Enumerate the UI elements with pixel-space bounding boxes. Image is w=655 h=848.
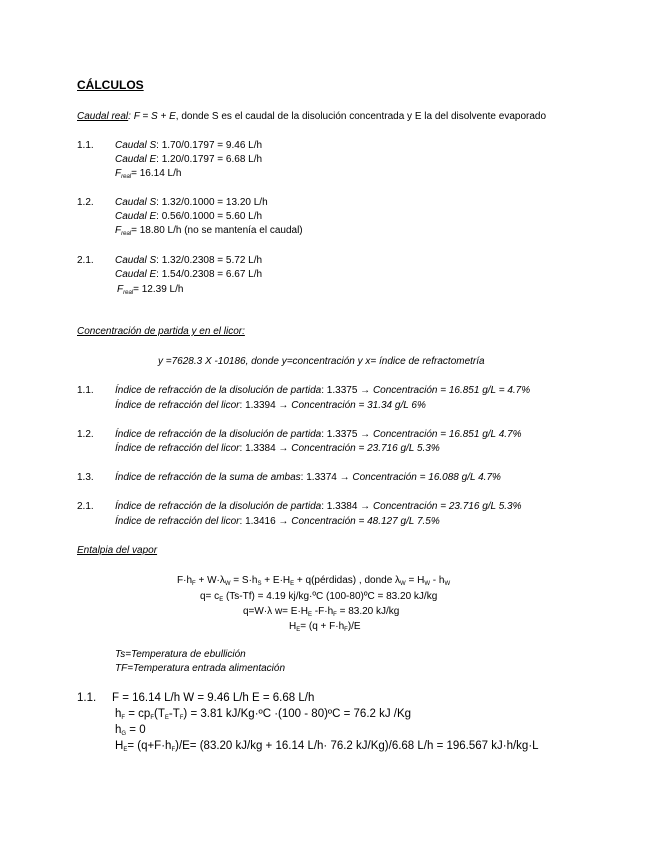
item-number: 1.2. [77, 197, 94, 208]
concentration-value: Concentración = 16.851 g/L 4.7% [372, 429, 522, 440]
caudal-e-line [115, 211, 262, 222]
item-number: 2.1. [77, 501, 94, 512]
caudal-label: Caudal real [77, 111, 129, 122]
refraction-line [115, 400, 426, 411]
refraction-line [115, 501, 522, 512]
energy-balance-equation: $F\cdot h_F + W\cdot\lambda_W = S\cdot h_S + E\cdot H_E$ + q(pérdidas) , donde $\lambda_W = H_W - h_W$ [177, 575, 451, 587]
refraction-value: : 1.3375 → [321, 385, 373, 396]
caudal-f-line: $F_{real}= 18.80$ L/h (no se mantenía el caudal) [115, 225, 303, 237]
refraction-value: : 1.3384 → [239, 443, 292, 454]
concentration-value: Concentración = 16.088 g/L 4.7% [352, 472, 501, 483]
refraction-label: Índice de refracción de la disolución de partida [115, 385, 322, 396]
caudal-e-value: : 1.54/0.2308 = 6.67 L/h [156, 269, 263, 280]
caudal-s-label: Caudal S [115, 255, 157, 266]
f-subscript: real [121, 231, 132, 237]
entalpia-heading: Entalpia del vapor [77, 545, 158, 556]
concentration-value: Concentración = 31.34 g/L 6% [291, 400, 426, 411]
refraction-label: Índice de refracción de la suma de ambas [115, 472, 301, 483]
caudal-f-line: $F_{real}= 12.39$ L/h [117, 284, 184, 296]
caudal-f-line: $F_{real}= 16.14$ L/h [115, 168, 182, 180]
concentration-value: Concentración = 23.716 g/L 5.3% [291, 443, 440, 454]
concentration-value: Concentración = 23.716 g/L 5.3% [372, 501, 522, 512]
concentration-value: Concentración = 16.851 g/L = 4.7% [372, 385, 531, 396]
enthalpy-formula: $H_E= (q + F\cdot h_F)/E$ [289, 621, 361, 633]
refraction-line [115, 385, 530, 396]
caudal-f-value: = 16.14 L/h [131, 168, 182, 179]
item-number: 1.1. [77, 385, 94, 396]
he-equation: $H_E= (q+F\cdot h_F)/E= (83.20$ kJ/kg + 16.14 L/h· 76.2 kJ/Kg)/6.68 L/h = 196.567 kJ·h/kg·L [115, 740, 539, 753]
caudal-s-line [115, 140, 262, 151]
f-subscript: real [121, 174, 132, 180]
refraction-label: Índice de refracción de la disolución de partida [115, 501, 322, 512]
refraction-line [115, 472, 501, 483]
caudal-e-label: Caudal E [115, 154, 157, 165]
refraction-label: Índice de refracción de la disolución de partida [115, 429, 322, 440]
hf-equation: $h_F = cp_F(T_E-T_F) = 3.81$ kJ/Kg·ºC ·(100 - 80)ºC = 76.2 kJ /Kg [115, 708, 412, 721]
refraction-value: : 1.3384 → [321, 501, 373, 512]
caudal-f-value: = 12.39 L/h [133, 284, 184, 295]
tf-note: TF=Temperatura entrada alimentación [115, 663, 285, 674]
caudal-s-label: Caudal S [115, 140, 157, 151]
heat-balance-equation: q=W·λ $w= E\cdot H_E$ $-F\cdot h_F = 83.20$ kJ/kg [243, 606, 400, 618]
item-number: 2.1. [77, 255, 94, 266]
item-number: 1.3. [77, 472, 94, 483]
caudal-e-label: Caudal E [115, 211, 157, 222]
caudal-heading [77, 111, 546, 122]
f-subscript: real [123, 290, 134, 296]
concentracion-equation: y =7628.3 X -10186, donde y=concentración y x= índice de refractometría [158, 356, 485, 367]
refraction-label: Índice de refracción del licor [115, 443, 240, 454]
refraction-line [115, 443, 440, 454]
caudal-e-label: Caudal E [115, 269, 157, 280]
refraction-value: : 1.3394 → [239, 400, 292, 411]
hg-value: = 0 [129, 724, 146, 736]
refraction-line [115, 429, 522, 440]
caudal-s-value: : 1.32/0.2308 = 5.72 L/h [156, 255, 263, 266]
caudal-e-value: : 1.20/0.1797 = 6.68 L/h [156, 154, 263, 165]
flow-values-line: F = 16.14 L/h W = 9.46 L/h E = 6.68 L/h [112, 692, 315, 704]
item-number: 1.1. [77, 692, 97, 704]
concentracion-heading: Concentración de partida y en el licor: [77, 326, 245, 337]
refraction-label: Índice de refracción del licor [115, 516, 240, 527]
caudal-f-value: = 18.80 L/h (no se mantenía el caudal) [131, 225, 303, 236]
caudal-e-value: : 0.56/0.1000 = 5.60 L/h [156, 211, 263, 222]
caudal-s-value: : 1.70/0.1797 = 9.46 L/h [156, 140, 263, 151]
heat-equation: $q= c_E$ (Ts-Tf) = 4.19 kj/kg·ºC (100-80)ºC = 83.20 kJ/kg [200, 591, 438, 603]
refraction-value: : 1.3374 → [300, 472, 353, 483]
caudal-s-value: : 1.32/0.1000 = 13.20 L/h [156, 197, 268, 208]
refraction-value: : 1.3375 → [321, 429, 373, 440]
refraction-value: : 1.3416 → [239, 516, 292, 527]
refraction-label: Índice de refracción del licor [115, 400, 240, 411]
refraction-line [115, 516, 440, 527]
caudal-s-line [115, 255, 262, 266]
caudal-description: , donde S es el caudal de la disolución concentrada y E la del disolvente evaporado [175, 111, 547, 122]
page-title: CÁLCULOS [77, 78, 144, 92]
ts-note: Ts=Temperatura de ebullición [115, 649, 246, 660]
caudal-formula: : F = S + E [128, 111, 176, 122]
item-number: 1.1. [77, 140, 94, 151]
caudal-s-label: Caudal S [115, 197, 157, 208]
item-number: 1.2. [77, 429, 94, 440]
hg-line: $h_G = 0$ [115, 724, 146, 737]
concentration-value: Concentración = 48.127 g/L 7.5% [291, 516, 440, 527]
caudal-e-line [115, 154, 262, 165]
caudal-s-line [115, 197, 268, 208]
caudal-e-line [115, 269, 262, 280]
